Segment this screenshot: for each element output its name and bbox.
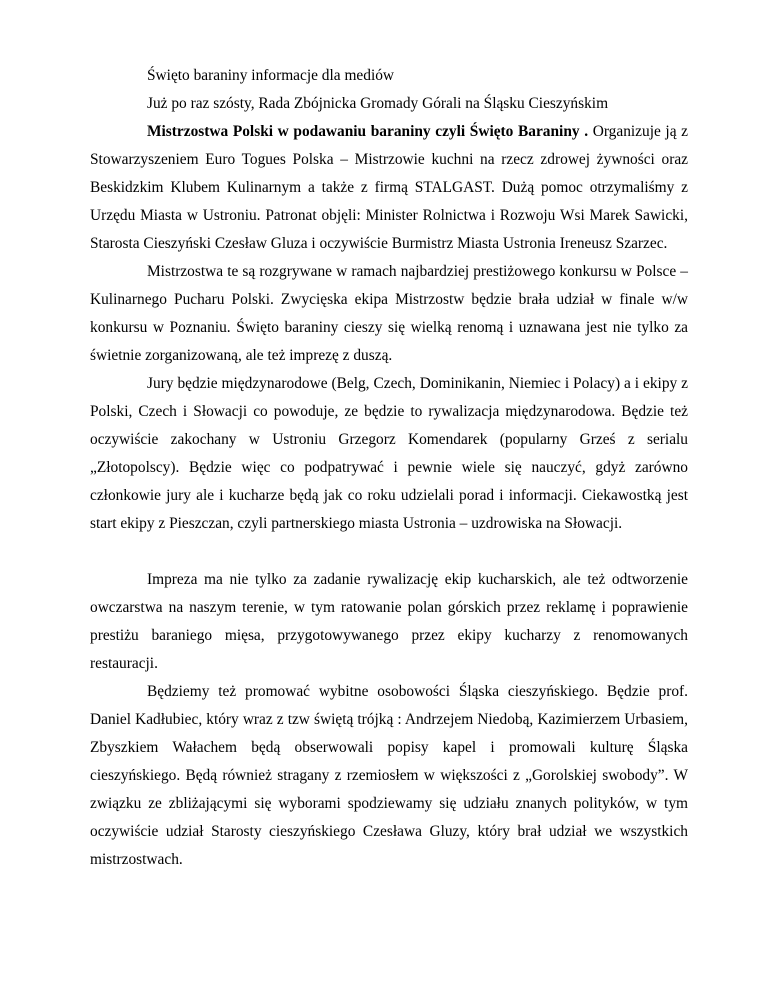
paragraph-championship [90, 118, 688, 258]
document-body [90, 62, 688, 874]
championship-name: Mistrzostwa Polski w podawaniu baraniny czyli Święto Baraniny . [147, 123, 589, 140]
paragraph-championship-text: Organizuje ją z Stowarzyszeniem Euro Togues Polska – Mistrzowie kuchni na rzecz zdrowej żywności oraz Beskidzkim Klubem Kulinarnym a także z firmą STALGAST. Dużą pomoc otrzymaliśmy z Urzędu Miasta w Ustroniu. Patronat objęli: Minister Rolnictwa i Rozwoju Wsi Marek Sawicki, Starosta Cieszyński Czesław Gluza i oczywiście Burmistrz Miasta Ustronia Ireneusz Szarzec. [90, 123, 688, 252]
paragraph-culinary-cup: Mistrzostwa te są rozgrywane w ramach najbardziej prestiżowego konkursu w Polsce – Kulinarnego Pucharu Polski. Zwycięska ekipa Mistrzostw będzie brała udział w finale w/w konkursu w Poznaniu. Święto baraniny cieszy się wielką renomą i uznawana jest nie tylko za świetnie zorganizowaną, ale też imprezę z duszą. [90, 263, 688, 364]
document-title: Święto baraniny informacje dla mediów [147, 67, 395, 84]
paragraph-personalities: Będziemy też promować wybitne osobowości Śląska cieszyńskiego. Będzie prof. Daniel Kadłubiec, który wraz z tzw świętą trójką : Andrzejem Niedobą, Kazimierzem Urbasiem, Zbyszkiem Wałachem będą obserwowali popisy kapel i promowali kulturę Śląska cieszyńskiego. Będą również stragany z rzemiosłem w większości z „Gorolskiej swobody”. W związku ze zbliżającymi się wyborami spodziewamy się udziału znanych polityków, w tym oczywiście udział Starosty cieszyńskiego Czesława Gluzy, który brał udział we wszystkich mistrzostwach. [90, 683, 688, 868]
paragraph-event-goals: Impreza ma nie tylko za zadanie rywalizację ekip kucharskich, ale też odtworzenie owczarstwa na naszym terenie, w tym ratowanie polan górskich przez reklamę i poprawienie prestiżu baraniego mięsa, przygotowywanego przez ekipy kucharzy z renomowanych restauracji. [90, 571, 688, 672]
intro-line: Już po raz szósty, Rada Zbójnicka Gromady Górali na Śląsku Cieszyńskim [147, 95, 609, 112]
paragraph-jury: Jury będzie międzynarodowe (Belg, Czech, Dominikanin, Niemiec i Polacy) a i ekipy z Polski, Czech i Słowacji co powoduje, ze będzie to rywalizacja międzynarodowa. Będzie też oczywiście zakochany w Ustroniu Grzegorz Komendarek (popularny Grześ z serialu „Złotopolscy). Będzie więc co podpatrywać i pewnie wiele się nauczyć, gdyż zarówno członkowie jury ale i kucharze będą jak co roku udzielali porad i informacji. Ciekawostką jest start ekipy z Pieszczan, czyli partnerskiego miasta Ustronia – uzdrowiska na Słowacji. [90, 375, 688, 532]
